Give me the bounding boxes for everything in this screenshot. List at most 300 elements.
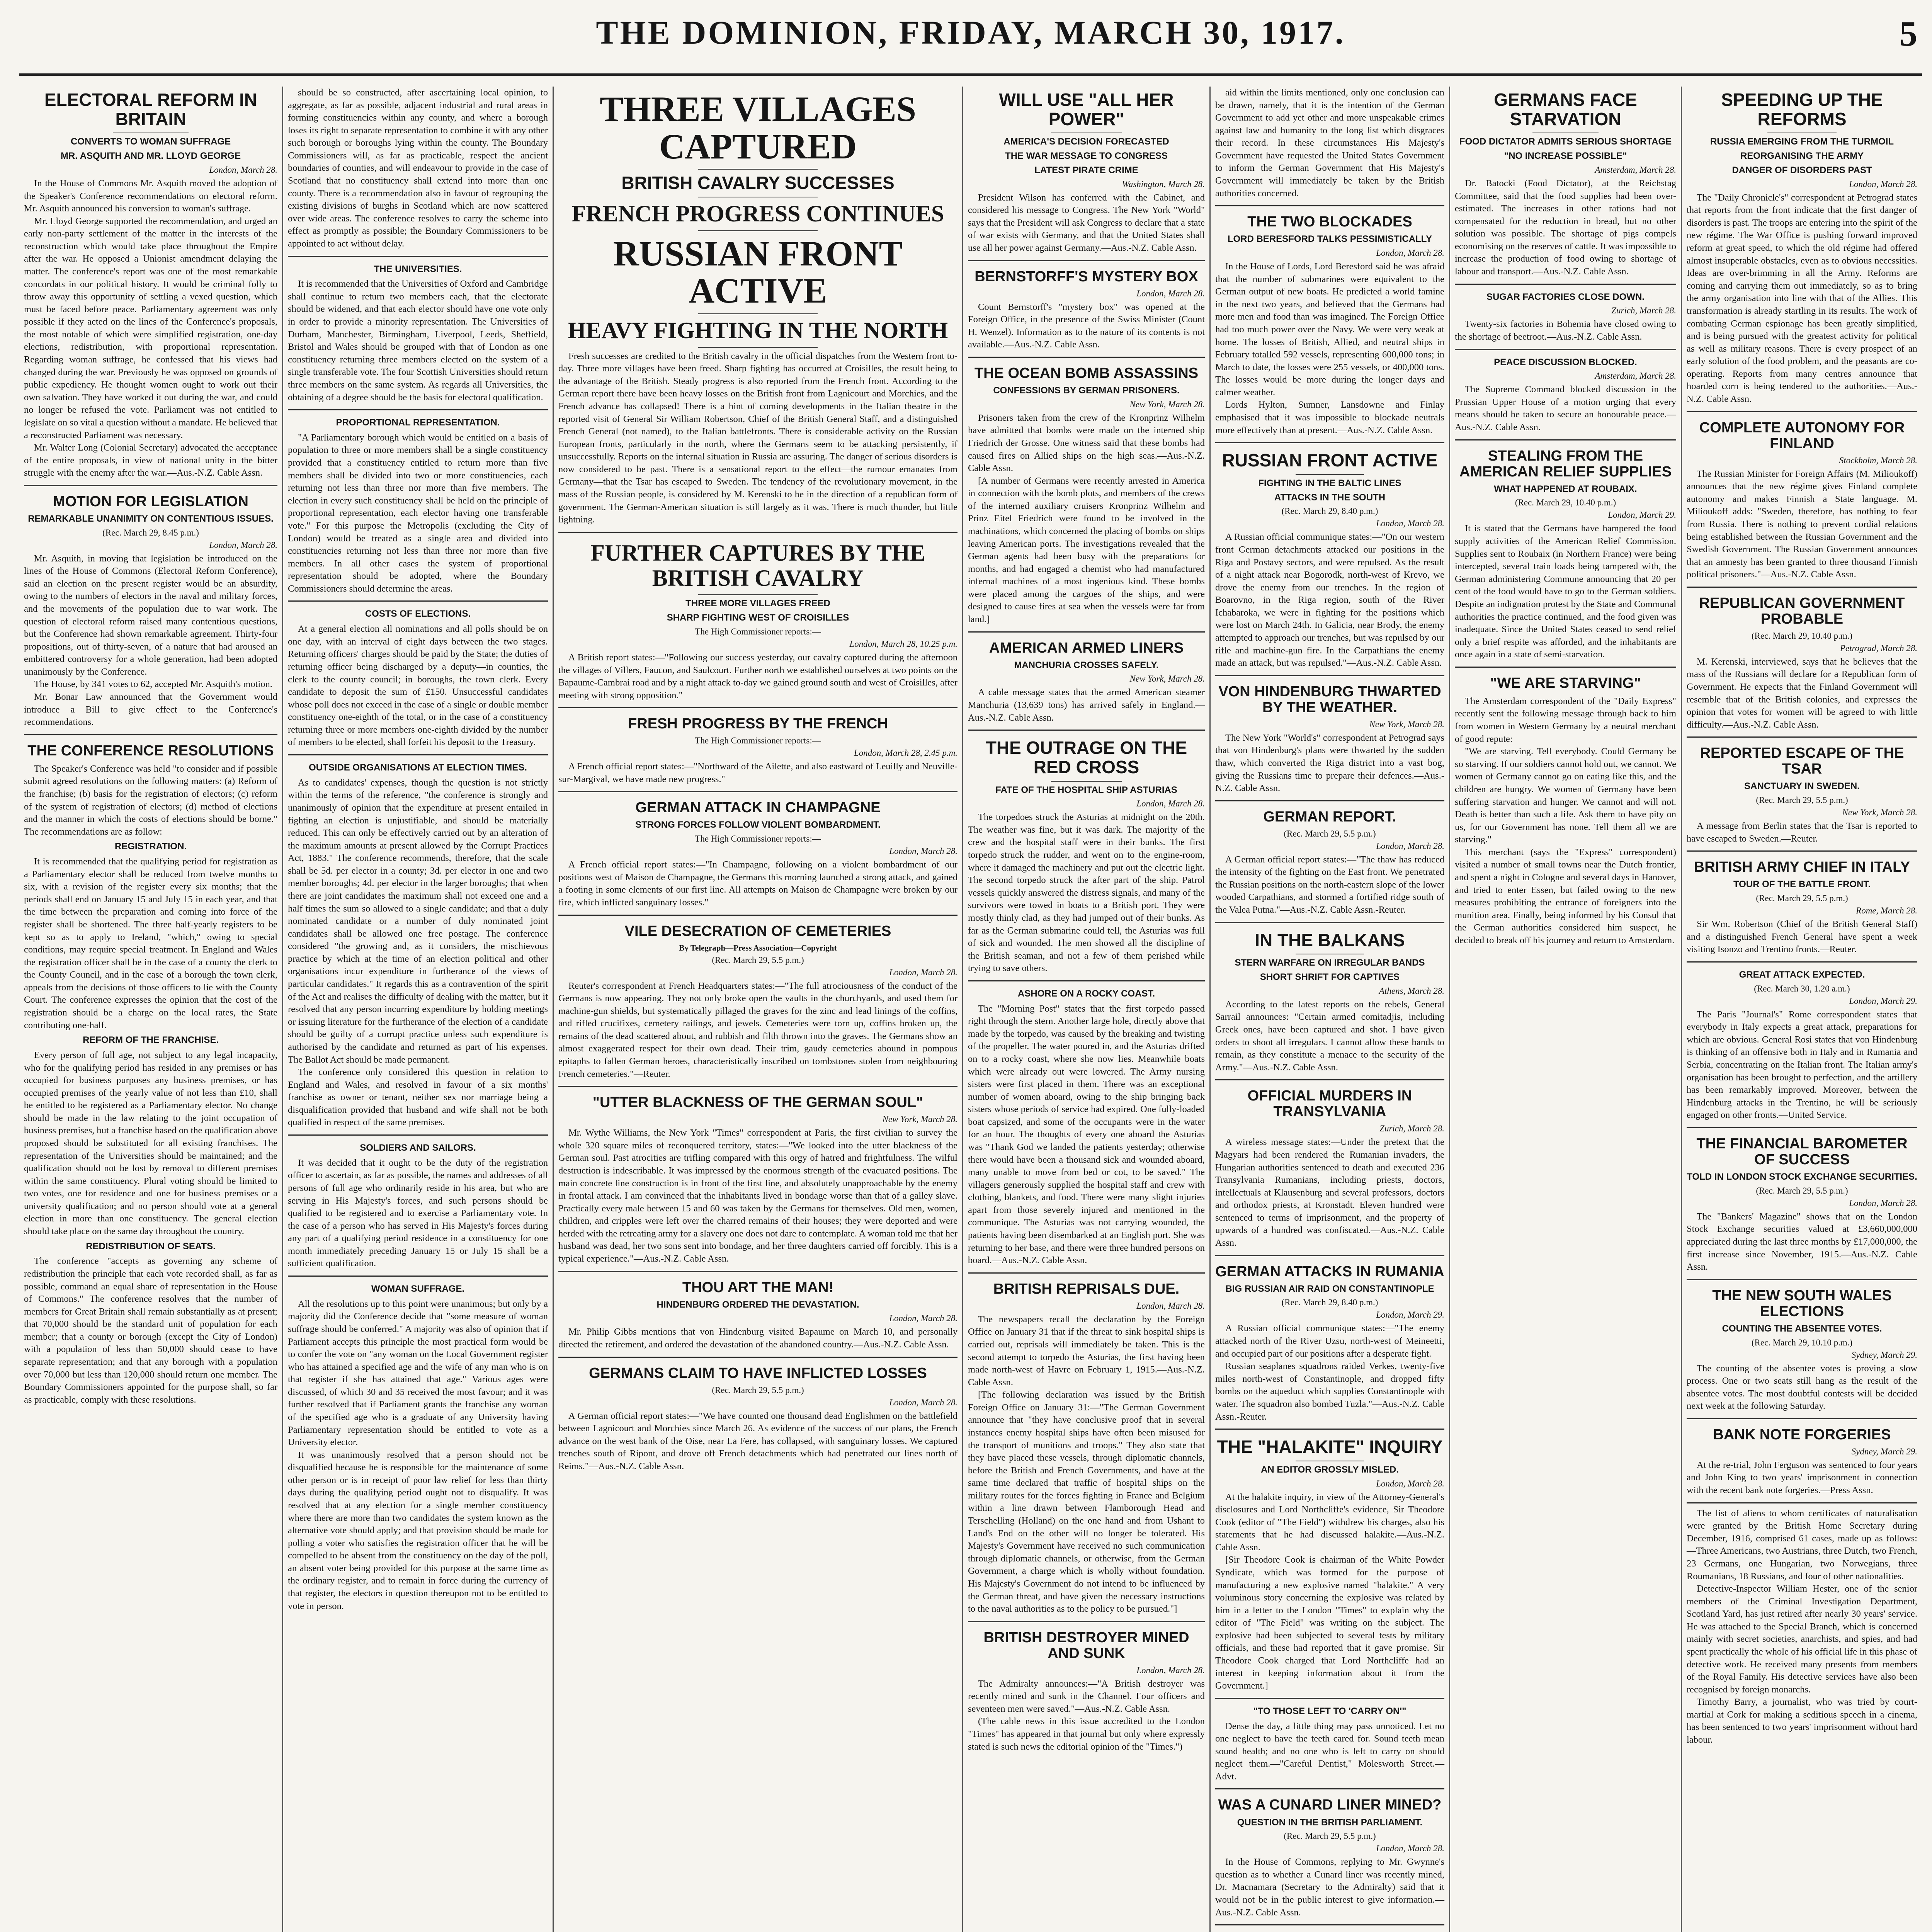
- paragraph: "A Parliamentary borough which would be entitled on a basis of population to three or more members shall be a single constituency provided that a constituency entitled to return more than five members shall be divided into two or more constituencies, each returning not less than three nor more than five members. The election in every such constituency shall be held on the principle of proportional representation, each elector having one transferable vote." For this purpose the Metropolis (excluding the City of London) would be treated as a single area and divided into constituencies returning not less than three nor more than five members. In all other cases the system of proportional representation should be adopted, where the Boundary Commissioners should determine the areas.: [288, 432, 548, 594]
- paragraph: The Amsterdam correspondent of the "Daily Express" recently sent the following message through back to him from women in Western Germany by a neutral merchant of good repute:: [1455, 696, 1676, 744]
- article: [288, 754, 548, 1129]
- headline: COSTS OF ELECTIONS.: [365, 609, 471, 619]
- article: [968, 1621, 1205, 1753]
- article-body: [968, 301, 1205, 351]
- paragraph: At a general election all nominations and all polls should be on one day, with an interval of eight days between the two stages. Returning officers' charges should be paid by the State; the duties of returning officer being discharged by a deputy—in counties, the clerk to the county council; in boroughs, the town clerk. Every candidate to deposit the sum of £150. Unsuccessful candidates whose poll does not exceed in the case of a single or double member constituency one-eighth of the total, or in the case of a constituency returning three or more members one-eighth divided by the number of members to be elected, shall forfeit his deposit to the Treasury.: [288, 624, 548, 748]
- dateline: London, March 28.: [1376, 248, 1444, 258]
- column-5: [1209, 87, 1449, 1932]
- article: [1215, 922, 1444, 1074]
- dateline: London, March 28.: [889, 846, 957, 856]
- subheadline: RUSSIA EMERGING FROM THE TURMOIL: [1710, 136, 1894, 147]
- dateline: Athens, March 28.: [1379, 986, 1444, 996]
- subheadline: AMERICA'S DECISION FORECASTED: [1003, 136, 1169, 147]
- paragraph: A British report states:—"Following our success yesterday, our cavalry captured during the afternoon the villages of Villers, Faucon, and Saulcourt. Further north we established ourselves at two points on the Bapaume-Cambrai road and by a night attack to-day we gained ground south and west of Croisilles, after meeting with strong opposition.": [558, 652, 957, 701]
- received-time: (Rec. March 29, 5.5 p.m.): [1756, 893, 1848, 903]
- subheadline: THE WAR MESSAGE TO CONGRESS: [1005, 151, 1168, 162]
- headline: THE UNIVERSITIES.: [374, 264, 462, 274]
- paragraph: The "Daily Chronicle's" correspondent at Petrograd states that reports from the front indicate that the first danger of disorders is past. The troops are entering into the spirit of the new régime. The War Office is pushing forward improved reform at great speed, to which the old régime had offered almost insuperable obstacles, even as to obvious necessities. Ideas are over-brimming in all the Army. Reforms are coming and carrying them out immediately, so as to bring the army organisation into line with that of the Allies. This transformation is already startling in its results. The work of combating German espionage has been greatly simplified, and is being pursued with the greatest activity for political as well as military reasons. There is every prospect of an early solution of the food problem, and the peasants are co-operating. Reports from many centres announce that hoarded corn is being tendered to the authorities.—Aus.-N.Z. Cable Assn.: [1687, 192, 1917, 404]
- article-body: [1215, 854, 1444, 917]
- article-body: [288, 432, 548, 595]
- article-body: [1215, 1720, 1444, 1783]
- dateline: London, March 28, 2.45 p.m.: [854, 748, 957, 758]
- dateline: London, March 28.: [1849, 179, 1917, 189]
- dateline: Rome, March 28.: [1856, 906, 1917, 916]
- article-body: [968, 1313, 1205, 1616]
- paragraph: should be so constructed, after ascertaining local opinion, to aggregate, as far as possible, adjacent industrial and rural areas in forming constituencies within any county, and where a borough loses its right to separate representation to combine it with any other such borough or boroughs lying within the county. The Boundary Commissioners will, as far as practicable, respect the ancient boundaries of counties, and will endeavour to provide in the case of Scotland that no constituency shall extend into more than one county. There is a recommendation also in favour of regrouping the existing divisions of burghs in Scotland which are now scattered over wide areas. The conference resolves to carry the scheme into effect as promptly as possible; the Boundary Commissioners to be appointed to act without delay.: [288, 87, 548, 249]
- article-body: [1687, 1362, 1917, 1413]
- paragraph: Mr. Philip Gibbs mentions that von Hindenburg visited Bapaume on March 10, and personally directed the retirement, and ordered the devastation of the abandoned country.—Aus.-N.Z. Cable Assn.: [558, 1327, 957, 1350]
- article-body: [24, 1049, 277, 1238]
- article-body: [1215, 998, 1444, 1074]
- subheadline: SHARP FIGHTING WEST OF CROISILLES: [667, 612, 849, 623]
- headline: WILL USE "ALL HER POWER": [999, 90, 1174, 129]
- masthead-title: THE DOMINION, FRIDAY, MARCH 30, 1917.: [596, 14, 1345, 51]
- subheadline: DANGER OF DISORDERS PAST: [1732, 165, 1872, 175]
- paragraph: The "Bankers' Magazine" shows that on the London Stock Exchange securities valued at £3,660,000,000 appreciated during the last three months by £17,000,000, the first increase since November, 1915.—Aus.-N.Z. Cable Assn.: [1687, 1211, 1917, 1272]
- paragraph: "We are starving. Tell everybody. Could Germany be so starving. If our soldiers cannot hold out, we cannot. We women of Germany cannot go on eating like this, and the children are hungry. We women of Germany have been suffering starvation and hunger. We cannot and will not. Death is better than such a life. Ask them to have pity on us, for our Government has none. Tell them all we are starving.": [1455, 746, 1676, 845]
- paragraph: According to the latest reports on the rebels, General Sarrail announces: "Certain armed comitadjis, including Greek ones, have been captured and shot. I have given orders to shoot all irregulars. I cannot allow these bands to remain, as they constitute a menace to the security of the Army."—Aus.-N.Z. Cable Assn.: [1215, 999, 1444, 1073]
- subheadline: LORD BERESFORD TALKS PESSIMISTICALLY: [1227, 234, 1432, 245]
- article-body: [1215, 732, 1444, 795]
- headline: SPEEDING UP THE REFORMS: [1721, 90, 1883, 129]
- article-body: [1215, 1856, 1444, 1919]
- paragraph: A Russian official communique states:—"On our western front German detachments attacked our positions in the Riga and Postavy sectors, and were repulsed. As the result of a night attack near Bogorodk, north-west of Krevo, we drove the enemy from our trenches. In the region of Boarovno, in the Riga region, south of the River Ichabaroka, we were in fighting for the positions which were lost on March 24th. In Galicia, near Brody, the enemy attempted to approach our trenches, but was repulsed by our rifle and machine-gun fire. In the Carpathians the enemy made an attack, but was repulsed."—Aus.-N.Z. Cable Assn.: [1215, 532, 1444, 668]
- article: [968, 90, 1205, 255]
- article: [558, 1357, 957, 1473]
- article: [24, 90, 277, 480]
- headline: BRITISH REPRISALS DUE.: [993, 1281, 1180, 1297]
- article: [968, 631, 1205, 724]
- rule-divider: [698, 347, 818, 348]
- subheadline: FATE OF THE HOSPITAL SHIP ASTURIAS: [995, 784, 1177, 795]
- article: [1455, 667, 1676, 947]
- paragraph: In the House of Lords, Lord Beresford said he was afraid that the number of submarines were equivalent to the German output of new boats. He predicted a world famine in the next two years, and believed that the Germans had more men and food than was imagined. The Foreign Office had too much power over the Navy. We were very weak at home. The losses of British, Allied, and neutral ships in February totalled 592 vessels, representing 600,000 tons; in March to date, the losses were 255 vessels, or 400,000 tons. The losses would be more during the longer days and calmer weather.: [1215, 261, 1444, 398]
- paragraph: Russian seaplanes squadrons raided Verkes, twenty-five miles north-west of Constantinople, and dropped fifty bombs on the aqueduct which supplies Constantinople with water. The squadron also bombed Tuzla."—Aus.-N.Z. Cable Assn.-Reuter.: [1215, 1361, 1444, 1422]
- dateline: New York, March 28.: [1842, 808, 1917, 818]
- subheadline: REORGANISING THE ARMY: [1740, 151, 1864, 162]
- subheadline: "NO INCREASE POSSIBLE": [1504, 151, 1627, 162]
- article: [24, 734, 277, 1406]
- paragraph: The newspapers recall the declaration by the Foreign Office on January 31 that if the threat to sink hospital ships is carried out, reprisals will immediately be taken. This is the second attempt to torpedo the Asturias, the first having been made north-west of Havre on February 1, 1915.—Aus.-N.Z. Cable Assn.: [968, 1314, 1205, 1388]
- dateline: Sydney, March 29.: [1851, 1446, 1917, 1456]
- paragraph: The Speaker's Conference was held "to consider and if possible submit agreed resolutions on the following matters: (a) Reform of the franchise; (b) basis for the registration of electors; (c) reform of the system of registration of electors; (d) method of elections and the manner in which the costs of elections should be borne." The recommendations are as follow:: [24, 763, 277, 837]
- headline: FRESH PROGRESS BY THE FRENCH: [628, 716, 888, 732]
- dateline: Amsterdam, March 28.: [1595, 371, 1676, 381]
- article: [288, 1276, 548, 1612]
- article-body: [1687, 1459, 1917, 1497]
- received-time: (Rec. March 29, 5.5 p.m.): [1284, 1831, 1376, 1841]
- paragraph: aid within the limits mentioned, only one conclusion can be drawn, namely, that it is the intention of the German Government to add yet other and more unspeakable crimes against law and humanity to the long list which disgraces their record. In these circumstances His Majesty's Government have requested the United States Government to inform the German Government that His Majesty's Government will immediately be taken by the British authorities concerned.: [1215, 87, 1444, 199]
- headline: THE OCEAN BOMB ASSASSINS: [974, 365, 1199, 381]
- dateline: London, March 28.: [209, 540, 277, 550]
- paragraph: President Wilson has conferred with the Cabinet, and considered his message to Congress. The New York "World" says that the President will ask Congress to declare that a state of war exists with Germany, and that the United States shall use all her power against Germany.—Aus.-N.Z. Cable Assn.: [968, 192, 1205, 253]
- article: [1455, 349, 1676, 434]
- paragraph: A German official report states:—"We have counted one thousand dead Englishmen on the battlefield between Lagnicourt and Morchies since March 26. As evidence of the success of our plans, the French advance on the west bank of the Oise, near La Fere, has collapsed, with sanguinary losses. We captured trenches south of Ripont, and drove off French detachments which had penetrated our lines north of Reims."—Aus.-N.Z. Cable Assn.: [558, 1410, 957, 1471]
- column-1: [19, 87, 282, 1932]
- article: [968, 1272, 1205, 1616]
- column-7: [1681, 87, 1922, 1932]
- rule-divider: [698, 230, 818, 231]
- paragraph: At the re-trial, John Ferguson was sentenced to four years and John King to two years' imprisonment in connection with the recent bank note forgeries.—Press Assn.: [1687, 1459, 1917, 1496]
- headline: GERMANS FACE STARVATION: [1494, 90, 1637, 129]
- subheadline: LATEST PIRATE CRIME: [1034, 165, 1138, 175]
- dateline: London, March 28.: [209, 165, 277, 175]
- paragraph: Sir Wm. Robertson (Chief of the British General Staff) and a distinguished French General have spent a week visiting Isonzo and Trentino fronts.—Reuter.: [1687, 919, 1917, 955]
- article-body: [1215, 1136, 1444, 1249]
- dateline: London, March 28.: [1376, 1478, 1444, 1488]
- article: [1455, 439, 1676, 661]
- masthead: [19, 12, 1922, 76]
- intro-line: The High Commissioner reports:—: [695, 736, 821, 746]
- article-body: [288, 777, 548, 1129]
- article: [1215, 87, 1444, 200]
- paragraph: The counting of the absentee votes is proving a slow process. One or two seats still hang as the result of the absentee votes. The most doubtful contests will be decided next week at the following Saturday.: [1687, 1363, 1917, 1412]
- headline: OUTSIDE ORGANISATIONS AT ELECTION TIMES.: [309, 762, 527, 773]
- article-body: [1455, 522, 1676, 661]
- article: [1455, 90, 1676, 278]
- headline: "TO THOSE LEFT TO 'CARRY ON'": [1253, 1706, 1406, 1716]
- subheadline: SHORT SHRIFT FOR CAPTIVES: [1260, 972, 1400, 983]
- subheadline: FIGHTING IN THE BALTIC LINES: [1258, 478, 1401, 488]
- article: [1455, 284, 1676, 344]
- dateline: London, March 28.: [1136, 288, 1205, 298]
- dateline: London, March 28.: [1849, 1198, 1917, 1208]
- headline: THE CONFERENCE RESOLUTIONS: [27, 742, 274, 759]
- headline: VILE DESECRATION OF CEMETERIES: [624, 923, 891, 939]
- headline: "WE ARE STARVING": [1490, 675, 1641, 691]
- headline: REPUBLICAN GOVERNMENT PROBABLE: [1699, 595, 1905, 627]
- headline: FRENCH PROGRESS CONTINUES: [571, 201, 944, 226]
- received-time: (Rec. March 29, 8.45 p.m.): [102, 527, 199, 537]
- rule-divider: [698, 313, 818, 314]
- article: [288, 600, 548, 749]
- article: [558, 90, 957, 526]
- received-time: (Rec. March 29, 10.40 p.m.): [1515, 498, 1616, 508]
- article-body: [968, 412, 1205, 626]
- headline: GERMAN ATTACK IN CHAMPAGNE: [635, 799, 881, 816]
- paragraph: The conference "accepts as governing any scheme of redistribution the principle that each vote recorded shall, as far as possible, command an equal share of representation in the House of Commons." The conference resolves that the number of members for Great Britain shall remain substantially as at present; that 70,000 should be the standard unit of population for each member; that a county or borough (except the City of London) with a population of less than 50,000 should cease to have separate representation; and that any borough with a population over 70,000 but less than 120,000 should return one member. The Boundary Commissioners appointed for the purpose shall, so far as practicable, comply with these resolutions.: [24, 1256, 277, 1405]
- received-time: (Rec. March 29, 8.40 p.m.): [1281, 1298, 1378, 1308]
- headline: RUSSIAN FRONT ACTIVE: [1222, 450, 1438, 471]
- article-body: [1455, 383, 1676, 434]
- headline: STEALING FROM THE AMERICAN RELIEF SUPPLIES: [1459, 447, 1672, 480]
- paragraph: A Russian official communique states:—"The enemy attacked north of the River Uzsu, north-west of Meineetti, and occupied part of our positions after a desperate fight.: [1215, 1323, 1444, 1359]
- article: [1687, 1279, 1917, 1413]
- headline: GERMAN ATTACKS IN RUMANIA: [1215, 1263, 1444, 1280]
- subheadline: TOUR OF THE BATTLE FRONT.: [1733, 879, 1871, 890]
- paragraph: It is recommended that the Universities of Oxford and Cambridge shall continue to return two members each, that the electorate should be widened, and that each elector should have one vote only in order to provide a minority representation. The Universities of Durham, Manchester, Birmingham, Liverpool, Leeds, Sheffield, Bristol and Wales should be grouped with that of London as one constituency returning three members elected on the system of a single transferable vote. The four Scottish Universities should return three members on the same system. As regards all Universities, the obtaining of a degree should be the basis for electoral qualification.: [288, 279, 548, 403]
- article-body: [1687, 1211, 1917, 1274]
- article-body: [558, 1326, 957, 1351]
- paragraph: [Sir Theodore Cook is chairman of the White Powder Syndicate, which was formed for the purpose of manufacturing a new explosive named "halakite." A very voluminous story concerning the explosive was related by him in a letter to the London "Times" to explain why the editor of "The Field" was writing on the subject. The explosive had been subjected to several tests by military officials, and these had reported that it gave promise. Sir Theodore Cook charged that Lord Northcliffe had an interest in keeping information about it from the Government.]: [1215, 1554, 1444, 1691]
- intro-line: The High Commissioner reports:—: [695, 834, 821, 844]
- paragraph: Lords Hylton, Sumner, Lansdowne and Finlay emphasised that it was impossible to blockade neutrals more effectively than at present.—Aus.-N.Z. Cable Assn.: [1215, 400, 1444, 435]
- article: [1215, 800, 1444, 917]
- article: [1215, 205, 1444, 437]
- paragraph: The list of aliens to whom certificates of naturalisation were granted by the British Home Secretary during December, 1916, comprised 61 cases, made up as follows:—Three Americans, two Austrians, three Dutch, two French, 23 Germans, one Hungarian, two Norwegians, three Roumanians, 18 Russians, and four of other nationalities.: [1687, 1508, 1917, 1582]
- paragraph: Timothy Barry, a journalist, who was tried by court-martial at Cork for making a seditious speech in a cinema, has been sentenced to two years' imprisonment without hard labour.: [1687, 1697, 1917, 1745]
- intro-line: The High Commissioner reports:—: [695, 626, 821, 636]
- headline: SOLDIERS AND SAILORS.: [360, 1142, 476, 1153]
- paragraph: The Paris "Journal's" Rome correspondent states that everybody in Italy expects a great attack, preparations for which are obvious. General Rosi states that von Hindenburg is thinking of an offensive both in Italy and in Rumania and Serbia, concentrating on the Italian front. The Italian army's organisation has been brought to perfection, and the artillery has been remarkably improved. Moreover, between the Hindenburg attacks in the Trentino, he will be seriously engaged on other fronts.—United Service.: [1687, 1009, 1917, 1121]
- article-body: [1687, 656, 1917, 731]
- columns-area: [19, 87, 1922, 1932]
- paragraph: The Russian Minister for Foreign Affairs (M. Milioukoff) announces that the new régime gives Finland complete autonomy and makes Finnish a State language. M. Milioukoff adds: "Sweden, therefore, has nothing to fear from Russia. There is nothing to prevent cordial relations being established between the Russian Government and the Swedish Government. The Russian Government announces that an amnesty has been granted to three thousand Finnish political prisoners."—Aus.-N.Z. Cable Assn.: [1687, 468, 1917, 580]
- article: [1215, 675, 1444, 795]
- article: [1687, 850, 1917, 956]
- article: [558, 1086, 957, 1265]
- subheadline: AN EDITOR GROSSLY MISLED.: [1261, 1464, 1399, 1475]
- headline: THE NEW SOUTH WALES ELECTIONS: [1712, 1287, 1892, 1320]
- dateline: New York, March 28.: [1129, 674, 1205, 684]
- paragraph: A wireless message states:—Under the pretext that the Magyars had been rendered the Rumanian invaders, the Hungarian authorities sentenced to death and executed 236 Transylvania Rumanians, including priests, doctors, intellectuals at Klausenburg and several professors, doctors and orthodox priests, at Kronstadt. Eleven hundred were sentenced to terms of imprisonment, and the property of upwards of a hundred was confiscated.—Aus.-N.Z. Cable Assn.: [1215, 1137, 1444, 1248]
- article-body: [288, 278, 548, 404]
- paragraph: A French official report states:—"In Champagne, following on a violent bombardment of our positions west of Maison de Champagne, the Germans this morning launched a strong attack, and gained a footing in some elements of our first line. All attempts on Maison de Champagne were broken by our fire, which inflicted sanguinary losses.": [558, 859, 957, 908]
- paragraph: Dense the day, a little thing may pass unnoticed. Let no one neglect to have the teeth cared for. Sound teeth mean sound health; and no one who is left to carry on should neglect them.—"Careful Dentist," Molesworth Street.—Advt.: [1215, 1721, 1444, 1782]
- subheadline: COUNTING THE ABSENTEE VOTES.: [1722, 1323, 1882, 1334]
- headline: RUSSIAN FRONT ACTIVE: [613, 233, 903, 311]
- article-body: [1215, 1491, 1444, 1692]
- section-heading: REGISTRATION.: [114, 841, 187, 852]
- headline: GERMAN REPORT.: [1263, 808, 1396, 825]
- article: [1687, 961, 1917, 1122]
- headline: AMERICAN ARMED LINERS: [989, 639, 1184, 656]
- article: [1215, 1429, 1444, 1692]
- headline: ELECTORAL REFORM IN BRITAIN: [44, 90, 257, 129]
- dateline: New York, March 28.: [1369, 719, 1444, 729]
- article: [1687, 411, 1917, 581]
- paragraph: Count Bernstorff's "mystery box" was opened at the Foreign Office, in the presence of the Swiss Minister (Count H. Wenzel). Information as to the nature of its contents is not available.—Aus.-N.Z. Cable Assn.: [968, 301, 1205, 350]
- column-2: [282, 87, 553, 1932]
- subheadline: STERN WARFARE ON IRREGULAR BANDS: [1235, 957, 1425, 968]
- dateline: London, March 28.: [1376, 1844, 1444, 1854]
- dateline: London, March 28.: [1136, 1665, 1205, 1675]
- received-time: (Rec. March 29, 10.10 p.m.): [1751, 1337, 1853, 1347]
- paragraph: It is recommended that the qualifying period for registration as a Parliamentary elector shall be reduced from twelve months to six, with a revision of the register every six months; that the periods shall end on January 15 and July 15 in each year, and that the time between the preparation and coming into force of the register shall be shortened. The three half-yearly registers to be kept so as to apply to Ireland, "which," owing to special conditions, may require special treatment. In England and Wales the registration officer shall be in the case of a county the clerk to the County Council, and in the case of a borough the town clerk, appeals from the decisions of those officers to lie with the County Court. The conference expresses the opinion that the cost of the registration should be a charge on the local rates, the State contributing one-half.: [24, 856, 277, 1031]
- headline: THE TWO BLOCKADES: [1247, 214, 1412, 230]
- subheadline: QUESTION IN THE BRITISH PARLIAMENT.: [1237, 1817, 1423, 1828]
- article: [558, 791, 957, 909]
- headline: THE "HALAKITE" INQUIRY: [1217, 1437, 1443, 1457]
- headline: GERMANS CLAIM TO HAVE INFLICTED LOSSES: [589, 1365, 927, 1381]
- paragraph: [The following declaration was issued by the British Foreign Office on January 31:—"The German Government announce that "they have conclusive proof that in several instances enemy hospital ships have often been misused for the transport of munitions and troops." They also state that they have placed these vessels, through diplomatic channels, before the British and French Governments, and have at the same time declared that traffic of hospital ships on the military routes for the forces fighting in France and Belgium within a line drawn between Flamborough Head and Terschelling (Holland) on the one hand and from Ushant to Land's End on the other will no longer be tolerated. His Majesty's Government have received no such communication through diplomatic channels, or otherwise, from the German Government, a charge which is wholly without foundation. His Majesty's Government do not intend to be influenced by the German threat, and have given the necessary instructions to the naval authorities as to the policy to be pursued."]: [968, 1389, 1205, 1614]
- dateline: London, March 28.: [1136, 799, 1205, 809]
- article: [1687, 90, 1917, 406]
- received-time: (Rec. March 29, 5.5 p.m.): [1756, 795, 1848, 805]
- article-body: [1455, 318, 1676, 343]
- article: [1215, 1924, 1444, 1932]
- column-6: [1449, 87, 1681, 1932]
- article-body: [24, 553, 277, 729]
- article-body: [1687, 1507, 1917, 1747]
- article: [288, 87, 548, 250]
- article-body: [24, 177, 277, 480]
- article-body: [1215, 531, 1444, 669]
- received-time: (Rec. March 29, 5.5 p.m.): [712, 955, 804, 965]
- paragraph: M. Kerenski, interviewed, says that he believes that the mass of the Russians will declare for a Republican form of Government. He expects that the Finland Government will resemble that of the British colonies, and expresses the opinion that votes for women will be agreed to with little difficulty.—Aus.-N.Z. Cable Assn.: [1687, 656, 1917, 730]
- article: [558, 915, 957, 1081]
- headline: REPORTED ESCAPE OF THE TSAR: [1700, 745, 1904, 777]
- headline: WAS A CUNARD LINER MINED?: [1218, 1797, 1442, 1813]
- article-body: [1687, 1009, 1917, 1122]
- headline: OFFICIAL MURDERS IN TRANSYLVANIA: [1247, 1088, 1412, 1120]
- article-body: [968, 811, 1205, 975]
- headline: PROPORTIONAL REPRESENTATION.: [336, 417, 500, 428]
- headline: HEAVY FIGHTING IN THE NORTH: [568, 317, 948, 343]
- article: [1687, 587, 1917, 731]
- headline: MOTION FOR LEGISLATION: [53, 493, 248, 510]
- article: [558, 707, 957, 786]
- headline: COMPLETE AUTONOMY FOR FINLAND: [1699, 419, 1905, 452]
- dateline: Zurich, March 28.: [1379, 1124, 1444, 1134]
- headline: BRITISH ARMY CHIEF IN ITALY: [1694, 859, 1910, 876]
- article-body: [288, 1298, 548, 1612]
- dateline: London, March 29.: [1376, 1310, 1444, 1320]
- article-body: [288, 623, 548, 749]
- article-body: [1215, 260, 1444, 437]
- paragraph: This merchant (says the "Express" correspondent) visited a number of small towns near the Dutch frontier, and spent a night in Cologne and several days in Hanover, and tried to enter Essen, but failed owing to the new measures prohibiting the entrance of foreigners into the munition area. Finally, being informed by his Consul that the German authorities considered him suspect, he decided to break off his journey and return to Amsterdam.: [1455, 847, 1676, 946]
- article: [968, 357, 1205, 626]
- headline: "UTTER BLACKNESS OF THE GERMAN SOUL": [592, 1094, 923, 1111]
- article-body: [1215, 1322, 1444, 1423]
- article-body: [1687, 468, 1917, 581]
- article-body: [558, 651, 957, 702]
- paragraph: The Admiralty announces:—"A British destroyer was recently mined and sunk in the Channel. Four officers and seventeen men were saved."—Aus.-N.Z. Cable Assn.: [968, 1678, 1205, 1714]
- article: [288, 409, 548, 595]
- article: [1215, 442, 1444, 670]
- dateline: New York, March 28.: [1129, 399, 1205, 409]
- subheadline: CONFESSIONS BY GERMAN PRISONERS.: [993, 385, 1180, 396]
- received-time: (Rec. March 29, 5.5 p.m.): [1756, 1185, 1848, 1196]
- paragraph: Mr. Bonar Law announced that the Government would introduce a Bill to give effect to the Conference's recommendations.: [24, 692, 277, 728]
- article-body: [1687, 918, 1917, 956]
- headline: WOMAN SUFFRAGE.: [371, 1283, 465, 1294]
- rule-divider: [698, 169, 818, 170]
- subheadline: ATTACKS IN THE SOUTH: [1274, 492, 1386, 503]
- article-body: [1215, 87, 1444, 200]
- article: [1215, 1079, 1444, 1249]
- paragraph: Mr. Lloyd George supported the recommendation, and urged an early non-party settlement of the matter in the interests of the reconstruction which would take place throughout the Empire after the war. He opposed a Unionist amendment delaying the matter. The conference's report was one of the most remarkable concordats in our political history. It would be criminal folly to throw away this opportunity of settling a vexed question, which must be faced before peace. Parliamentary agreement was only possible if they acted on the lines of the Conference's proposals, the most notable of which were simplified registration, one-day elections, redistribution, with proportional representation. Regarding woman suffrage, he confessed that his views had changed during the war. Previously he was opposed on grounds of public expediency. He thought women ought to work out their own salvation. They have worked it out during the war, and could no longer be refused the vote. Parliament was not entitled to legislate on so vital a question without a mandate. He believed that a reconstructed Parliament was necessary.: [24, 216, 277, 440]
- paragraph: Dr. Batocki (Food Dictator), at the Reichstag Committee, said that the food supplies had been over-estimated. The increases in other rations had not compensated for the reduction in bread, but no other solution was possible. The shortage of pigs compels economising on the reserves of cattle. It was impossible to increase the production of food owing to shortage of labour and transport.—Aus.-N.Z. Cable Assn.: [1455, 178, 1676, 277]
- subheadline: BIG RUSSIAN AIR RAID ON CONSTANTINOPLE: [1225, 1283, 1434, 1294]
- paragraph: Mr. Wythe Williams, the New York "Times" correspondent at Paris, the first civilian to survey the whole 320 square miles of reconquered territory, states:—"We looked into the utter blackness of the German soul. Past atrocities are trifling compared with this orgy of hatred and frightfulness. The wilful destruction is indescribable. It was impressed by the enormous strength of the evacuated positions. The main concrete line construction is in front of the first line, and absolutely unapproachable by the enemy in frontal attack. I am convinced that the inhabitants lived in bondage worse than that of a galley slave. Practically every male between 15 and 60 was taken by the Germans for themselves. Old men, women, children, and cripples were left over the charred remains of their houses; they were deported and were herded with the retreating army for a slavery one does not dare to contemplate. A woman told me that her husband was dead, her two sons sent into bondage, and her three daughters carried off forcibly. This is a typical experience."—Aus.-N.Z. Cable Assn.: [558, 1128, 957, 1264]
- subheadline: TOLD IN LONDON STOCK EXCHANGE SECURITIES.: [1687, 1172, 1917, 1182]
- headline: BRITISH DESTROYER MINED AND SUNK: [983, 1629, 1189, 1662]
- headline: GREAT ATTACK EXPECTED.: [1739, 969, 1865, 980]
- dateline: London, March 28.: [889, 967, 957, 977]
- received-time: (Rec. March 29, 8.40 p.m.): [1281, 506, 1378, 516]
- article: [1687, 1127, 1917, 1274]
- article: [1687, 1502, 1917, 1747]
- article-body: [1455, 695, 1676, 947]
- headline: IN THE BALKANS: [1255, 930, 1405, 950]
- article: [558, 1271, 957, 1351]
- subheadline: FOOD DICTATOR ADMITS SERIOUS SHORTAGE: [1459, 136, 1672, 147]
- dateline: Petrograd, March 28.: [1840, 643, 1917, 653]
- rule-divider: [1051, 781, 1122, 782]
- article: [968, 980, 1205, 1267]
- rule-divider: [698, 594, 818, 595]
- article-body: [24, 763, 277, 838]
- headline: ASHORE ON A ROCKY COAST.: [1017, 988, 1155, 999]
- dateline: London, March 29.: [1608, 510, 1676, 520]
- paragraph: Reuter's correspondent at French Headquarters states:—"The full atrociousness of the conduct of the Germans is now appearing. They not only broke open the vaults in the churchyards, and used them for machine-gun shields, but systematically pillaged the graves for the zinc and lead linings of the coffins, and rifled crucifixes, cemetery railings, and jewels. Cemeteries were torn up, coffins broken up, the remains of the dead scattered about, and rubbish and filth thrown into the graves. The Germans show an almost exaggerated respect for their own dead. Their trim, gaudy cemeteries abound in pompous epitaphs to fallen German heroes, characteristically inscribed on tombstones stolen from neighbouring French cemeteries."—Reuter.: [558, 980, 957, 1079]
- article: [1215, 1255, 1444, 1423]
- subheadline: THREE MORE VILLAGES FREED: [685, 598, 830, 609]
- subheadline: REMARKABLE UNANIMITY ON CONTENTIOUS ISSUES.: [28, 513, 274, 524]
- article: [558, 532, 957, 702]
- paragraph: Every person of full age, not subject to any legal incapacity, who for the qualifying period has resided in any premises or has occupied for business purposes any business premises, or has occupied premises of the yearly value of not less than £10, shall be entitled to be registered as a Parliamentary elector. No change should be made in the law relating to the joint occupation of business premises, but a franchise based on the qualification above proposed should be substituted for all existing franchises. The representation of the Universities should be maintained; and the qualification should not be lost by removal to different premises within the same constituency. Plural voting should be limited to two votes, one for residence and one for business premises or a university qualification; and no person should vote at a general election in more than one constituency. The general election should take place on the same day throughout the country.: [24, 1049, 277, 1237]
- paragraph: A French official report states:—"Northward of the Ailette, and also eastward of Leuilly and Neuville-sur-Margival, we have made new progress.": [558, 761, 957, 784]
- article: [288, 1134, 548, 1270]
- article-body: [558, 1410, 957, 1473]
- article-body: [1687, 192, 1917, 406]
- paragraph: It was unanimously resolved that a person should not be disqualified because he is responsible for the maintenance of some other person or is in receipt of poor law relief for less than thirty days during the qualifying period ought not to disqualify. It was resolved that at any election for a single member constituency where there are more than two candidates the system known as the alternative vote should apply; and that provision should be made for polling a voter who satisfies the registration officer that he will be compelled to be absent from the constituency on the day of the poll, an absent voter being provided for this purpose at the same time as the ordinary register, and to remain in force during the currency of that register, the electors in question thereupon not to be entitled to vote in person.: [288, 1449, 548, 1611]
- dateline: Stockholm, March 28.: [1839, 455, 1917, 465]
- paragraph: It was decided that it ought to be the duty of the registration officer to ascertain, as far as possible, the names and addresses of all persons of full age who ordinarily reside in his area, but who are serving in His Majesty's forces, and such persons should be qualified to be registered and to exercise a Parliamentary vote. In the case of a person who has served in His Majesty's forces during any part of a qualifying period residence in a constituency for one month immediately preceding January 15 or July 15 shall be a sufficient qualification.: [288, 1157, 548, 1269]
- subheadline: STRONG FORCES FOLLOW VIOLENT BOMBARDMENT.: [635, 820, 881, 830]
- paragraph: A German official report states:—"The thaw has reduced the intensity of the fighting on the East front. We penetrated the Russian positions on the north-eastern slope of the lower wooded Carpathians, and stormed a fortified ridge south of the Valea Putna."—Aus.-N.Z. Cable Assn.-Reuter.: [1215, 854, 1444, 915]
- subheadline: CONVERTS TO WOMAN SUFFRAGE: [70, 136, 231, 147]
- received-time: (Rec. March 30, 1.20 a.m.): [1754, 983, 1850, 993]
- article-body: [968, 686, 1205, 724]
- column-3: [553, 87, 962, 1932]
- paragraph: Prisoners taken from the crew of the Kronprinz Wilhelm have admitted that bombs were made on the interned ship Friedrich der Grosse. One witness said that these bombs had caused fires on Allied ships on the high seas.—Aus.-N.Z. Cable Assn.: [968, 412, 1205, 474]
- paragraph: Mr. Asquith, in moving that legislation be introduced on the lines of the House of Commons (Electoral Reform Conference), said an election on the present register would be an absurdity, owing to the numbers of electors in the naval and military forces, and the movements of the population due to war work. The question of electoral reform raised many contentious questions, but the Conference had shown remarkable agreement. Thirty-four propositions, out of thirty-seven, of a nature that had aroused an embittered controversy for a whole generation, had been adopted unanimously by the Conference.: [24, 553, 277, 677]
- byline: By Telegraph—Press Association—Copyright: [679, 943, 837, 952]
- article-body: [968, 1678, 1205, 1753]
- dateline: Zurich, March 28.: [1611, 306, 1676, 316]
- article-body: [288, 87, 548, 250]
- column-4: [962, 87, 1209, 1932]
- article-body: [558, 350, 957, 526]
- dateline: New York, March 28.: [882, 1114, 957, 1124]
- paragraph: The torpedoes struck the Asturias at midnight on the 20th. The weather was fine, but it was dark. The majority of the crew and the hospital staff were in their bunks. The first torpedo struck the rudder, and went on to the engine-room, where it damaged the machinery and put out the electric light. The second torpedo struck the after part of the ship. Patrol vessels quickly answered the distress signals, and many of the survivors were towed in boats to a British port. They were mostly thinly clad, as they had jumped out of their bunks. As far as the German submarine could tell, the Asturias was full of sick and wounded. The men showed all the discipline of the British seaman, and not a few of them perished while trying to save others.: [968, 812, 1205, 974]
- headline: THOU ART THE MAN!: [682, 1279, 834, 1296]
- paragraph: (The cable news in this issue accredited to the London "Times" has appeared in that journal but only where expressly stated is such news the editorial opinion of the "Times."): [968, 1716, 1205, 1752]
- paragraph: As to candidates' expenses, though the question is not strictly within the terms of the reference, "the conference is strongly and unanimously of opinion that the expenditure at present entailed in fighting an election is unjustifiable, and should be materially reduced. This can only be effectively carried out by an alteration of the maximum amounts at present allowed by the Corrupt Practices Act, 1883." The conference recommends, therefore, that the scale shall be 5d. per elector in a county; 3d. per elector in one and two member boroughs; 4d. per elector in the larger boroughs; that when there are joint candidates the maximum shall not exceed one and a half times the sum so allowed to a single candidate; and that a duly nominated candidate or a number of duly nominated joint candidates shall be allowed one free postage. The conference considered "the growing and, as it considers, the mischievous practice by which at the time of an election political and other organisations incur expenditure in furtherance of the views of particular candidates." It regards this as a contravention of the spirit of the Act and realises the difficulty of dealing with the matter, but it resolved that any person incurring expenditure by holding meetings or issuing literature for the furtherance of the election of a candidate should be guilty of a corrupt practice unless such expenditure is authorised by the candidate and returned as part of his expenses. The Ballot Act should be made permanent.: [288, 777, 548, 1065]
- paragraph: At the halakite inquiry, in view of the Attorney-General's disclosures and Lord Northcliffe's evidence, Sir Theodore Cook (editor of "The Field") withdrew his charges, also his statements that he had discussed halakite.—Aus.-N.Z. Cable Assn.: [1215, 1492, 1444, 1553]
- headline: SUGAR FACTORIES CLOSE DOWN.: [1486, 291, 1645, 302]
- paragraph: The House, by 341 votes to 62, accepted Mr. Asquith's motion.: [34, 679, 272, 690]
- article-body: [968, 1003, 1205, 1267]
- paragraph: The Supreme Command blocked discussion in the Prussian Upper House of a motion urging that every means should be taken to secure an honourable peace.—Aus.-N.Z. Cable Assn.: [1455, 384, 1676, 433]
- article: [1687, 1418, 1917, 1497]
- dateline: London, March 28.: [1376, 841, 1444, 851]
- subheadline: HINDENBURG ORDERED THE DEVASTATION.: [656, 1299, 859, 1310]
- subheadline: SANCTUARY IN SWEDEN.: [1744, 781, 1860, 792]
- article-body: [1687, 820, 1917, 845]
- article-body: [24, 1255, 277, 1406]
- page-number: 5: [1900, 14, 1917, 53]
- subheadline: WHAT HAPPENED AT ROUBAIX.: [1494, 483, 1637, 494]
- headline: VON HINDENBURG THWARTED BY THE WEATHER.: [1218, 683, 1441, 716]
- paragraph: In the House of Commons, replying to Mr. Gwynne's question as to whether a Cunard liner was recently mined, Dr. Macnamara (Secretary to the Admiralty) said that it would not be in the public interest to give information.—Aus.-N.Z. Cable Assn.: [1215, 1857, 1444, 1918]
- dateline: London, March 29.: [1849, 996, 1917, 1006]
- headline: BRITISH CAVALRY SUCCESSES: [621, 173, 895, 193]
- received-time: (Rec. March 29, 5.5 p.m.): [1284, 828, 1376, 838]
- article-body: [558, 1127, 957, 1265]
- paragraph: It is stated that the Germans have hampered the food supply activities of the American Relief Commission. Supplies sent to Roubaix (in Northern France) were being intercepted, several train loads being tampered with, the German administering Commune announcing that 20 per cent of the food would have to go to the German soldiers. Despite an indignation protest by the State and Communal authorities the practice continued, and the food given was inadequate. Since the United States ceased to send relief only a brief respite was afforded, and the inhabitants are once again in a state of semi-starvation.: [1455, 523, 1676, 660]
- dateline: London, March 28, 10.25 p.m.: [849, 639, 957, 649]
- article-body: [288, 1157, 548, 1270]
- article: [288, 256, 548, 404]
- dateline: London, March 28.: [889, 1313, 957, 1323]
- dateline: Washington, March 28.: [1122, 179, 1205, 189]
- headline: THREE VILLAGES CAPTURED: [600, 89, 916, 166]
- paragraph: The New York "World's" correspondent at Petrograd says that von Hindenburg's plans were thwarted by the sudden thaw, which converted the Riga district into a vast bog, giving the Russians time to prepare their defences.—Aus.-N.Z. Cable Assn.: [1215, 732, 1444, 794]
- paragraph: Detective-Inspector William Hester, one of the senior members of the Criminal Investigation Department, Scotland Yard, has just retired after nearly 30 years' service. He was attached to the Special Branch, which is concerned mainly with secret societies, anarchists, and spies, and had spent practically the whole of his official life in this phase of detective work. He received many presents from members of the Royal Family. His detective services have also been recognised by foreign monarchs.: [1687, 1583, 1917, 1695]
